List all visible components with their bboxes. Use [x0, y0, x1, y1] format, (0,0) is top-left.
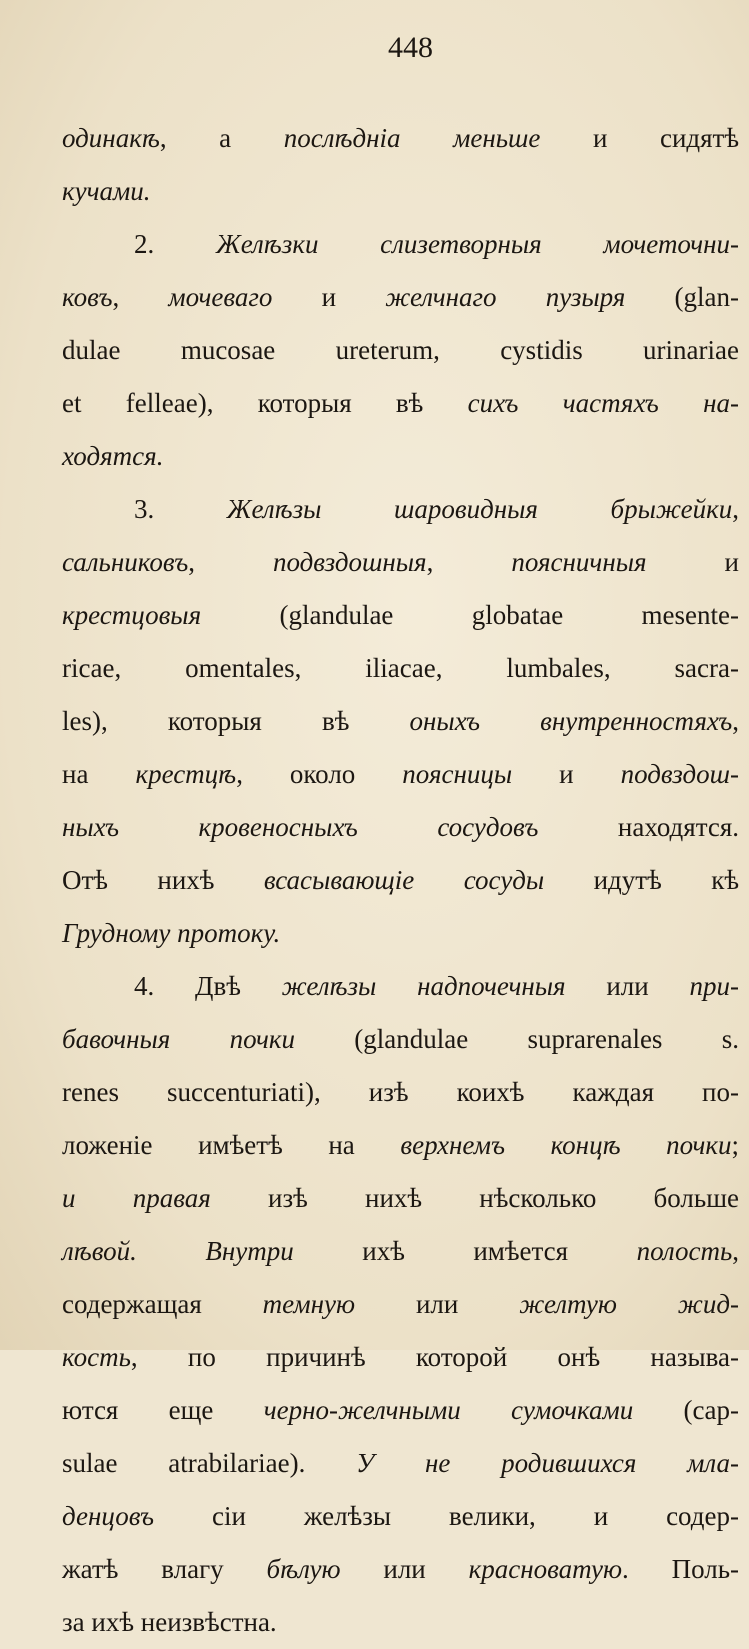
text-line: [62, 271, 739, 324]
text-line: [62, 483, 739, 536]
text-segment: изѣ нихѣ нѣсколько больше: [210, 1183, 739, 1213]
text-line: [62, 1013, 739, 1066]
text-line: [62, 112, 739, 165]
text-segment: et felleae), которыя вѣ: [62, 388, 468, 418]
text-line: [62, 536, 739, 589]
page-number: 448: [388, 31, 433, 64]
text-segment: идутѣ кѣ: [544, 865, 739, 895]
text-segment: на: [62, 759, 136, 789]
text-line: [62, 801, 739, 854]
italic-term: полость: [636, 1236, 733, 1266]
italic-term: желтую жид-: [519, 1289, 739, 1319]
italic-term: сихъ частяхъ на-: [467, 388, 739, 418]
text-segment: ricae, omentales, iliacae, lumbales, sacra-: [62, 653, 739, 683]
body-text: [62, 112, 739, 1649]
italic-term: крестцѣ: [135, 759, 237, 789]
text-line: [62, 1490, 739, 1543]
italic-term: послѣдніа меньше: [283, 123, 541, 153]
text-segment: ,: [112, 282, 169, 312]
italic-term: и правая: [62, 1183, 211, 1213]
text-segment: , около: [236, 759, 403, 789]
italic-term: Желѣзы шаровидныя брыжейки: [226, 494, 733, 524]
text-line: [62, 907, 739, 960]
italic-term: У не родившихся мла-: [356, 1448, 739, 1478]
italic-term: ходятся.: [62, 441, 164, 471]
text-segment: (glan-: [625, 282, 739, 312]
italic-term: Грудному протоку.: [62, 918, 281, 948]
italic-term: оныхъ внутренностяхъ: [409, 706, 733, 736]
text-segment: и сидятѣ: [540, 123, 740, 153]
italic-term: красноватую: [468, 1554, 622, 1584]
text-segment: . Поль-: [622, 1554, 740, 1584]
text-segment: ,: [732, 706, 739, 736]
italic-term: кость: [62, 1342, 131, 1372]
italic-term: одинакѣ: [62, 123, 160, 153]
text-segment: ются еще: [62, 1395, 264, 1425]
text-segment: или: [565, 971, 690, 1001]
text-segment: или: [355, 1289, 520, 1319]
text-segment: ,: [732, 1236, 740, 1266]
italic-term: поясничныя: [511, 547, 647, 577]
text-line: [62, 1437, 739, 1490]
italic-term: бавочныя почки: [62, 1024, 295, 1054]
text-segment: ложеніе имѣетѣ на: [62, 1130, 401, 1160]
text-segment: или: [340, 1554, 469, 1584]
text-line: [62, 1331, 739, 1384]
text-line: [62, 377, 739, 430]
text-line: [62, 854, 739, 907]
italic-term: всасывающіе сосуды: [263, 865, 545, 895]
text-segment: жатѣ влагу: [62, 1554, 267, 1584]
italic-term: мочеваго: [168, 282, 273, 312]
italic-term: желѣзы надпочечныя: [281, 971, 566, 1001]
text-line: [62, 1278, 739, 1331]
text-segment: sulae atrabilariae).: [62, 1448, 357, 1478]
text-line: [62, 1066, 739, 1119]
text-segment: les), которыя вѣ: [62, 706, 410, 736]
text-segment: Отѣ нихѣ: [62, 865, 264, 895]
italic-term: поясницы: [402, 759, 513, 789]
text-segment: renes succenturiati), изѣ коихѣ каждая по-: [62, 1077, 739, 1107]
text-line: [62, 1225, 739, 1278]
italic-term: ныхъ кровеносныхъ сосудовъ: [62, 812, 539, 842]
italic-term: ковъ: [62, 282, 113, 312]
text-segment: содержащая: [62, 1289, 263, 1319]
text-segment: ,: [732, 494, 740, 524]
italic-term: при-: [689, 971, 740, 1001]
text-segment: ;: [731, 1130, 739, 1160]
text-line: [62, 218, 739, 271]
text-line: [62, 1384, 739, 1437]
italic-term: бѣлую: [266, 1554, 341, 1584]
text-segment: , а: [159, 123, 284, 153]
text-segment: сіи желѣзы велики, и содер-: [154, 1501, 739, 1531]
italic-term: черно-желчными сумочками: [263, 1395, 634, 1425]
text-line: [62, 324, 739, 377]
text-segment: и: [512, 759, 621, 789]
text-line: [62, 1543, 739, 1596]
italic-term: верхнемъ концѣ почки: [400, 1130, 732, 1160]
italic-term: крестцовыя: [62, 600, 202, 630]
text-segment: , по причинѣ которой онѣ называ-: [130, 1342, 739, 1372]
text-segment: ихѣ имѣется: [293, 1236, 637, 1266]
text-line: [62, 1119, 739, 1172]
text-segment: 4. Двѣ: [134, 971, 282, 1001]
italic-term: темную: [262, 1289, 356, 1319]
text-line: [62, 430, 739, 483]
italic-term: денцовъ: [62, 1501, 155, 1531]
text-line: [62, 589, 739, 642]
italic-term: желчнаго пузыря: [385, 282, 626, 312]
text-line: [62, 695, 739, 748]
text-segment: (cap-: [633, 1395, 739, 1425]
text-segment: находятся.: [538, 812, 739, 842]
text-line: [62, 748, 739, 801]
italic-term: кучами.: [62, 176, 151, 206]
text-line: [62, 642, 739, 695]
text-line: [62, 1596, 739, 1649]
text-segment: dulae mucosae ureterum, cystidis urinariae: [62, 335, 739, 365]
italic-term: подвздош-: [620, 759, 739, 789]
text-segment: и: [646, 547, 739, 577]
text-segment: 3.: [134, 494, 227, 524]
text-segment: ,: [188, 547, 273, 577]
text-line: [62, 1172, 739, 1225]
text-segment: 2.: [134, 229, 216, 259]
text-line: [62, 165, 739, 218]
text-segment: (glandulae suprarenales s.: [294, 1024, 739, 1054]
text-segment: и: [272, 282, 386, 312]
text-line: [62, 960, 739, 1013]
italic-term: сальниковъ: [62, 547, 189, 577]
italic-term: подвздошныя: [272, 547, 427, 577]
italic-term: Желѣзки слизетворныя мочеточни-: [215, 229, 740, 259]
text-segment: за ихѣ неизвѣстна.: [62, 1607, 277, 1637]
italic-term: лѣвой. Внутри: [62, 1236, 294, 1266]
text-segment: (glandulae globatae mesente-: [201, 600, 739, 630]
text-segment: ,: [426, 547, 512, 577]
